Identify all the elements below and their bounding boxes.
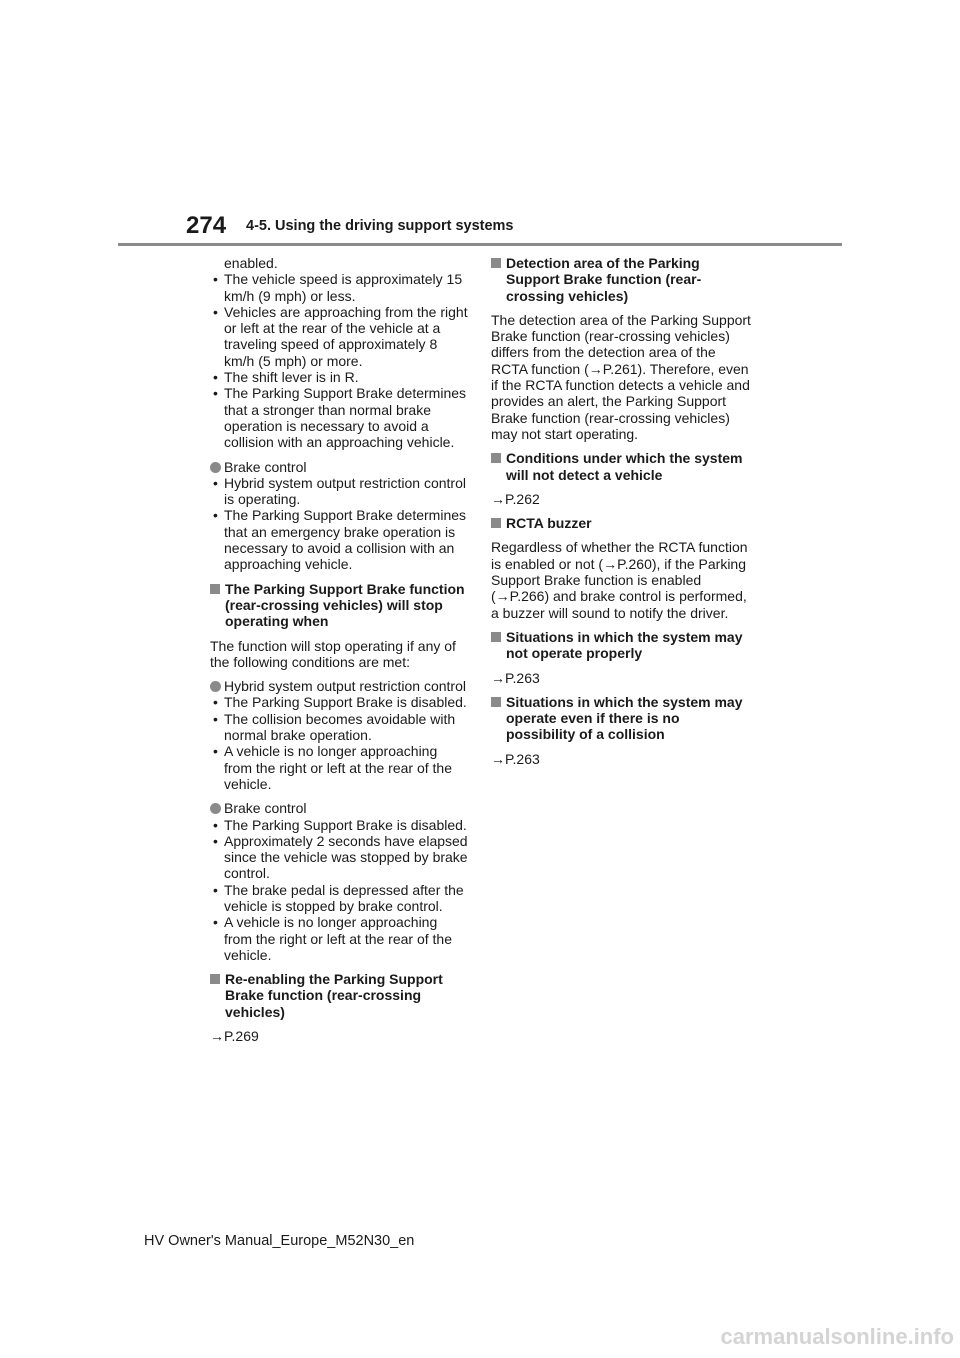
bullet-item: • The Parking Support Brake determines that an emergency brake operation is necessary to avoid a collision with an approaching vehicle. bbox=[210, 507, 468, 572]
subsection-heading: Detection area of the Parking Support Brake function (rear-crossing vehicles) bbox=[491, 255, 751, 304]
bullet-item: • The Parking Support Brake determines that a stronger than normal brake operation is necessary to avoid a collision with an approaching vehicle. bbox=[210, 385, 468, 450]
square-bullet-icon bbox=[491, 258, 501, 268]
page-reference-link[interactable]: →P.262 bbox=[491, 490, 540, 507]
bullet-item: • The collision becomes avoidable with normal brake operation. bbox=[210, 711, 468, 744]
square-bullet-icon bbox=[491, 697, 501, 707]
dot-heading: Hybrid system output restriction control bbox=[210, 678, 468, 694]
continued-text: enabled. bbox=[224, 255, 278, 271]
bullet-item: • Hybrid system output restriction control is operating. bbox=[210, 475, 468, 508]
hybrid-stop-group bbox=[210, 678, 468, 792]
square-bullet-icon bbox=[491, 453, 501, 463]
bullet-item: • The Parking Support Brake is disabled. bbox=[210, 817, 468, 833]
bullet-item: • The shift lever is in R. bbox=[210, 369, 468, 385]
brake-control-group bbox=[210, 459, 468, 573]
body-text: The detection area of the Parking Support Brake function (rear-crossing vehicles) differs from the detection area of the RCTA function (→P.261). Therefore, even if the RCTA function detects a vehicle and provides an alert, the Parking Support Brake function (rear-crossing vehicles) may not start operating. bbox=[491, 311, 751, 442]
circle-bullet-icon bbox=[210, 462, 221, 473]
subsection-heading: Conditions under which the system will not detect a vehicle bbox=[491, 450, 751, 483]
bullet-item: • Vehicles are approaching from the right or left at the rear of the vehicle at a traveling speed of approximately 8 km/h (5 mph) or more. bbox=[210, 304, 468, 369]
square-bullet-icon bbox=[210, 974, 220, 984]
brake-control-stop-group bbox=[210, 800, 468, 963]
body-text: The function will stop operating if any of the following conditions are met: bbox=[210, 637, 456, 670]
body-text: Regardless of whether the RCTA function is enabled or not (→P.260), if the Parking Support Brake function is enabled (→P.266) and brake control is performed, a buzzer will sound to notify the driver. bbox=[491, 539, 748, 621]
page-reference-link[interactable]: →P.269 bbox=[210, 1028, 259, 1045]
circle-bullet-icon bbox=[210, 803, 221, 814]
footer-manual-id: HV Owner's Manual_Europe_M52N30_en bbox=[144, 1233, 415, 1249]
intro-conditions bbox=[210, 255, 468, 451]
square-bullet-icon bbox=[491, 632, 501, 642]
bullet-item: • A vehicle is no longer approaching from the right or left at the rear of the vehicle. bbox=[210, 743, 468, 792]
square-bullet-icon bbox=[491, 518, 501, 528]
bullet-item: • The vehicle speed is approximately 15 km/h (9 mph) or less. bbox=[210, 271, 468, 304]
bullet-item: • The Parking Support Brake is disabled. bbox=[210, 694, 468, 710]
bullet-item: • Approximately 2 seconds have elapsed since the vehicle was stopped by brake control. bbox=[210, 833, 468, 882]
subsection-heading: Re-enabling the Parking Support Brake function (rear-crossing vehicles) bbox=[210, 971, 468, 1020]
section-title: 4-5. Using the driving support systems bbox=[246, 218, 514, 234]
page-reference-link[interactable]: →P.263 bbox=[491, 669, 540, 686]
subsection-heading: The Parking Support Brake function (rear-crossing vehicles) will stop operating when bbox=[210, 581, 468, 630]
square-bullet-icon bbox=[210, 584, 220, 594]
subsection-heading: Situations in which the system may not operate properly bbox=[491, 629, 751, 662]
subsection-heading: RCTA buzzer bbox=[491, 515, 751, 531]
left-column bbox=[210, 255, 468, 1052]
page-reference-link[interactable]: →P.263 bbox=[491, 750, 540, 767]
page-number: 274 bbox=[186, 212, 227, 239]
right-column bbox=[491, 255, 751, 775]
circle-bullet-icon bbox=[210, 681, 221, 692]
bullet-item: • The brake pedal is depressed after the vehicle is stopped by brake control. bbox=[210, 882, 468, 915]
subsection-heading: Situations in which the system may operate even if there is no possibility of a collision bbox=[491, 694, 751, 743]
dot-heading: Brake control bbox=[210, 459, 468, 475]
header-divider bbox=[118, 243, 842, 246]
bullet-item: • A vehicle is no longer approaching from the right or left at the rear of the vehicle. bbox=[210, 914, 468, 963]
dot-heading: Brake control bbox=[210, 800, 468, 816]
watermark: carmanualsonline.info bbox=[720, 1324, 954, 1349]
